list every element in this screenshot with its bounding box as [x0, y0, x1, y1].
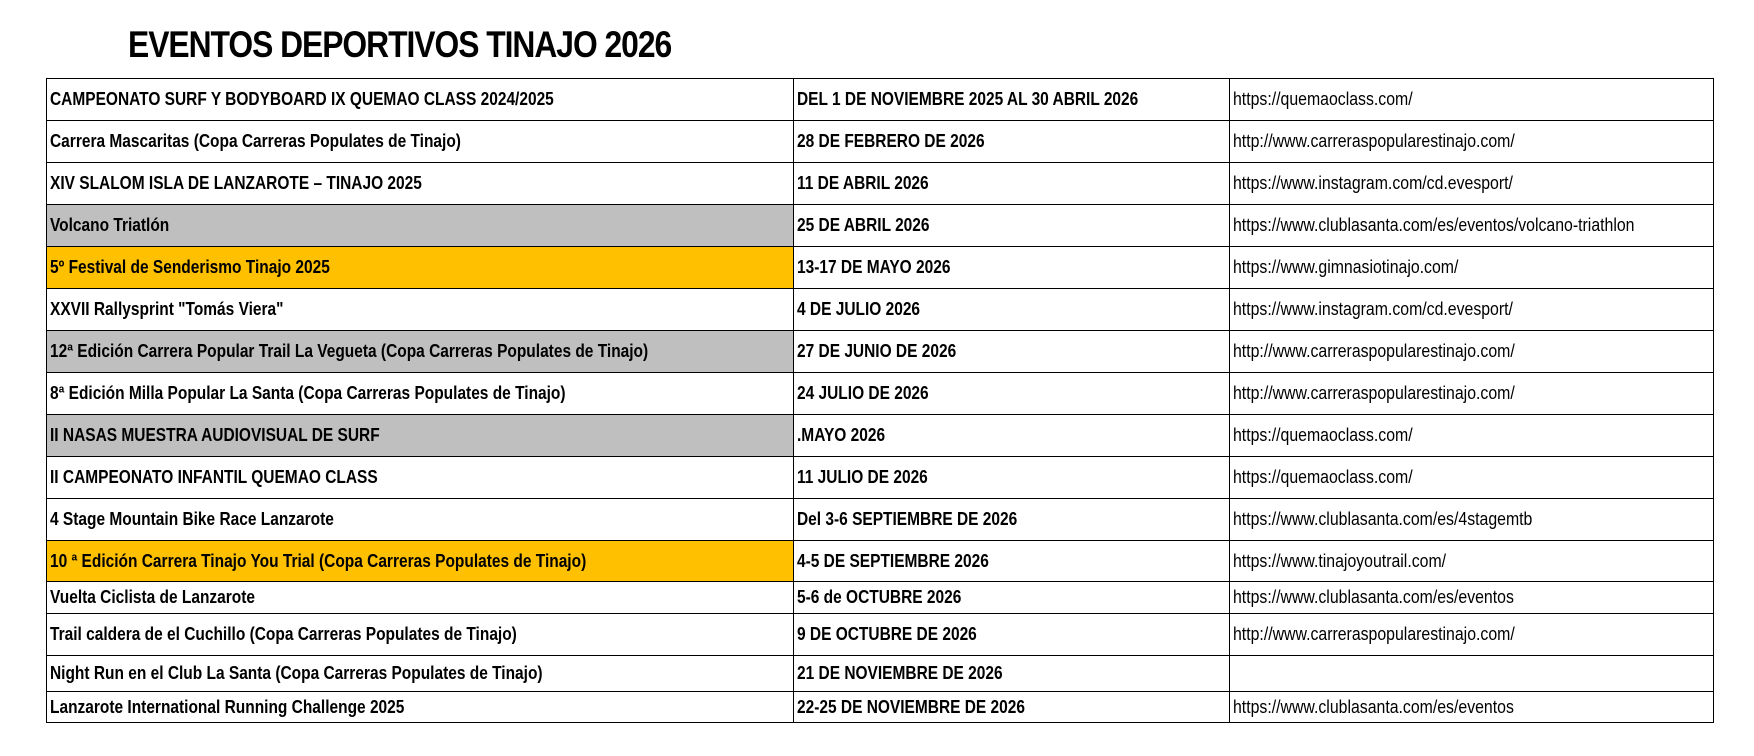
table-row [47, 373, 1714, 415]
event-name: Vuelta Ciclista de Lanzarote [50, 587, 256, 607]
event-date-cell [794, 331, 1230, 373]
table-row [47, 541, 1714, 582]
event-url: https://www.clublasanta.com/es/eventos [1233, 696, 1514, 717]
event-url-cell [1230, 656, 1714, 692]
event-url: http://www.carreraspopularestinajo.com/ [1233, 341, 1515, 361]
event-date-cell [794, 541, 1230, 582]
event-name: Volcano Triatlón [50, 215, 170, 235]
event-url: http://www.carreraspopularestinajo.com/ [1233, 131, 1515, 151]
event-name: 4 Stage Mountain Bike Race Lanzarote [50, 509, 334, 529]
event-name: Trail caldera de el Cuchillo (Copa Carreras Populates de Tinajo) [50, 624, 517, 644]
event-name: Lanzarote International Running Challenge 2025 [50, 696, 405, 717]
event-name: II CAMPEONATO INFANTIL QUEMAO CLASS [50, 467, 378, 487]
event-date-cell [794, 289, 1230, 331]
event-url-cell [1230, 582, 1714, 614]
event-name: 5º Festival de Senderismo Tinajo 2025 [50, 257, 330, 277]
event-url: https://www.tinajoyoutrail.com/ [1233, 550, 1447, 571]
event-date-cell [794, 79, 1230, 121]
event-date: 28 DE FEBRERO DE 2026 [797, 131, 985, 151]
table-row [47, 692, 1714, 723]
event-url-cell [1230, 121, 1714, 163]
event-name-cell [47, 582, 794, 614]
event-url: http://www.carreraspopularestinajo.com/ [1233, 624, 1515, 644]
event-date: 11 JULIO DE 2026 [797, 467, 928, 487]
event-date: Del 3-6 SEPTIEMBRE DE 2026 [797, 509, 1018, 529]
event-name: Carrera Mascaritas (Copa Carreras Populates de Tinajo) [50, 131, 461, 151]
table-row [47, 582, 1714, 614]
event-name-cell [47, 457, 794, 499]
event-name: XIV SLALOM ISLA DE LANZAROTE – TINAJO 2025 [50, 173, 422, 193]
table-row [47, 614, 1714, 656]
event-name-cell [47, 415, 794, 457]
event-name-cell [47, 499, 794, 541]
event-date-cell [794, 614, 1230, 656]
event-name-cell [47, 692, 794, 723]
table-row [47, 121, 1714, 163]
event-url-cell [1230, 373, 1714, 415]
events-table [46, 78, 1714, 723]
event-date: 11 DE ABRIL 2026 [797, 173, 929, 193]
event-date: 21 DE NOVIEMBRE DE 2026 [797, 663, 1003, 683]
event-url-cell [1230, 163, 1714, 205]
event-name-cell [47, 79, 794, 121]
event-date-cell [794, 121, 1230, 163]
event-url-cell [1230, 541, 1714, 582]
event-date: DEL 1 DE NOVIEMBRE 2025 AL 30 ABRIL 2026 [797, 89, 1139, 109]
table-row [47, 205, 1714, 247]
table-row [47, 499, 1714, 541]
event-date-cell [794, 373, 1230, 415]
event-url: https://quemaoclass.com/ [1233, 89, 1413, 109]
event-name-cell [47, 247, 794, 289]
event-name-cell [47, 289, 794, 331]
event-url: https://quemaoclass.com/ [1233, 425, 1413, 445]
event-url: https://www.clublasanta.com/es/eventos/volcano-triathlon [1233, 215, 1635, 235]
event-date-cell [794, 499, 1230, 541]
event-name: II NASAS MUESTRA AUDIOVISUAL DE SURF [50, 425, 380, 445]
table-row [47, 79, 1714, 121]
event-url: https://quemaoclass.com/ [1233, 467, 1413, 487]
event-date: 24 JULIO DE 2026 [797, 383, 929, 403]
event-date: 4-5 DE SEPTIEMBRE 2026 [797, 550, 989, 571]
event-url-cell [1230, 614, 1714, 656]
table-row [47, 331, 1714, 373]
table-row [47, 289, 1714, 331]
event-date-cell [794, 205, 1230, 247]
event-name: CAMPEONATO SURF Y BODYBOARD IX QUEMAO CLASS 2024/2025 [50, 89, 554, 109]
events-table-body [47, 79, 1714, 723]
event-date: 25 DE ABRIL 2026 [797, 215, 930, 235]
event-name-cell [47, 614, 794, 656]
event-date-cell [794, 415, 1230, 457]
event-url-cell [1230, 331, 1714, 373]
table-row [47, 163, 1714, 205]
event-name-cell [47, 205, 794, 247]
event-url: https://www.clublasanta.com/es/4stagemtb [1233, 509, 1533, 529]
event-url: http://www.carreraspopularestinajo.com/ [1233, 383, 1515, 403]
event-url-cell [1230, 79, 1714, 121]
event-name: XXVII Rallysprint "Tomás Viera" [50, 299, 284, 319]
event-date: 5-6 de OCTUBRE 2026 [797, 587, 962, 607]
event-date: 22-25 DE NOVIEMBRE DE 2026 [797, 696, 1025, 717]
event-url: https://www.instagram.com/cd.evesport/ [1233, 173, 1513, 193]
event-date: 4 DE JULIO 2026 [797, 299, 921, 319]
event-url-cell [1230, 415, 1714, 457]
event-name-cell [47, 163, 794, 205]
event-url-cell [1230, 499, 1714, 541]
event-url-cell [1230, 247, 1714, 289]
event-date-cell [794, 582, 1230, 614]
table-row [47, 457, 1714, 499]
event-date: 9 DE OCTUBRE DE 2026 [797, 624, 977, 644]
event-name-cell [47, 121, 794, 163]
event-date: 27 DE JUNIO DE 2026 [797, 341, 957, 361]
event-date: .MAYO 2026 [797, 425, 886, 445]
event-url: https://www.clublasanta.com/es/eventos [1233, 587, 1514, 607]
table-row [47, 247, 1714, 289]
event-date-cell [794, 692, 1230, 723]
page-title: EVENTOS DEPORTIVOS TINAJO 2026 [128, 24, 672, 65]
table-row [47, 656, 1714, 692]
event-name-cell [47, 373, 794, 415]
event-name: Night Run en el Club La Santa (Copa Carreras Populates de Tinajo) [50, 663, 543, 683]
event-url: https://www.gimnasiotinajo.com/ [1233, 257, 1459, 277]
event-url-cell [1230, 457, 1714, 499]
event-name-cell [47, 541, 794, 582]
event-name-cell [47, 656, 794, 692]
event-date-cell [794, 247, 1230, 289]
event-date: 13-17 DE MAYO 2026 [797, 257, 951, 277]
event-name: 10 ª Edición Carrera Tinajo You Trial (Copa Carreras Populates de Tinajo) [50, 550, 587, 571]
event-url-cell [1230, 692, 1714, 723]
event-date-cell [794, 163, 1230, 205]
event-name: 12ª Edición Carrera Popular Trail La Vegueta (Copa Carreras Populates de Tinajo) [50, 341, 649, 361]
event-date-cell [794, 457, 1230, 499]
event-url-cell [1230, 289, 1714, 331]
table-row [47, 415, 1714, 457]
event-name-cell [47, 331, 794, 373]
event-name: 8ª Edición Milla Popular La Santa (Copa Carreras Populates de Tinajo) [50, 383, 566, 403]
event-date-cell [794, 656, 1230, 692]
event-url: https://www.instagram.com/cd.evesport/ [1233, 299, 1513, 319]
event-url-cell [1230, 205, 1714, 247]
